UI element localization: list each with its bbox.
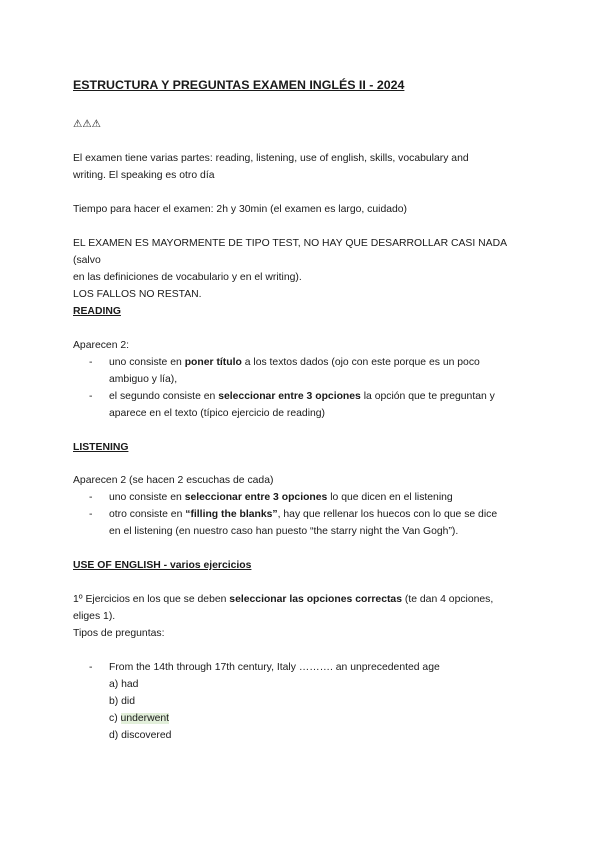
option-b: b) did (109, 696, 135, 707)
listening-intro: Aparecen 2 (se hacen 2 escuchas de cada) (73, 475, 274, 486)
exam-type-line-3: LOS FALLOS NO RESTAN. (73, 289, 202, 300)
question-text: - From the 14th through 17th century, Italy ………. an unprecedented age (73, 659, 533, 676)
question-types-label: Tipos de preguntas: (73, 628, 165, 639)
sample-question (73, 659, 533, 744)
intro-line-2: writing. El speaking es otro día (73, 170, 215, 181)
highlighted-answer: underwent (120, 713, 170, 724)
listening-item-1: - uno consiste en seleccionar entre 3 opciones lo que dicen en el listening (73, 489, 533, 506)
document-title: ESTRUCTURA Y PREGUNTAS EXAMEN INGLÉS II - 2024 (73, 78, 405, 92)
reading-section (73, 337, 533, 422)
exam-type-paragraph (73, 235, 533, 303)
exam-type-line-2: en las definiciones de vocabulario y en el writing). (73, 272, 302, 283)
use-of-english-heading: USE OF ENGLISH - varios ejercicios (73, 560, 252, 571)
reading-intro: Aparecen 2: (73, 340, 130, 351)
time-paragraph: Tiempo para hacer el examen: 2h y 30min (el examen es largo, cuidado) (73, 204, 408, 215)
option-a: a) had (109, 679, 139, 690)
use-of-english-exercise-1 (73, 591, 533, 642)
reading-item-1: - uno consiste en poner título a los textos dados (ojo con este porque es un poco ambiguo y lía), (73, 354, 533, 388)
listening-section (73, 472, 533, 540)
exercise-1-line-2: eliges 1). (73, 611, 116, 622)
warning-icons: ⚠⚠⚠ (73, 119, 101, 130)
listening-item-2: - otro consiste en “filling the blanks”, hay que rellenar los huecos con lo que se dice en el listening (en nuestro caso han puesto “the starry night the Van Gogh”). (73, 506, 533, 540)
reading-heading: READING (73, 306, 121, 317)
exercise-1-line-1: 1º Ejercicios en los que se deben seleccionar las opciones correctas (te dan 4 opciones, (73, 594, 494, 605)
listening-heading: LISTENING (73, 442, 129, 453)
intro-line-1: El examen tiene varias partes: reading, listening, use of english, skills, vocabulary and (73, 153, 469, 164)
option-c: c) underwent (109, 713, 170, 724)
reading-item-2: - el segundo consiste en seleccionar entre 3 opciones la opción que te preguntan y aparece en el texto (típico ejercicio de reading) (73, 388, 533, 422)
intro-paragraph (73, 150, 533, 184)
exam-type-line-1: EL EXAMEN ES MAYORMENTE DE TIPO TEST, NO HAY QUE DESARROLLAR CASI NADA (salvo (73, 238, 507, 266)
option-d: d) discovered (109, 730, 172, 741)
